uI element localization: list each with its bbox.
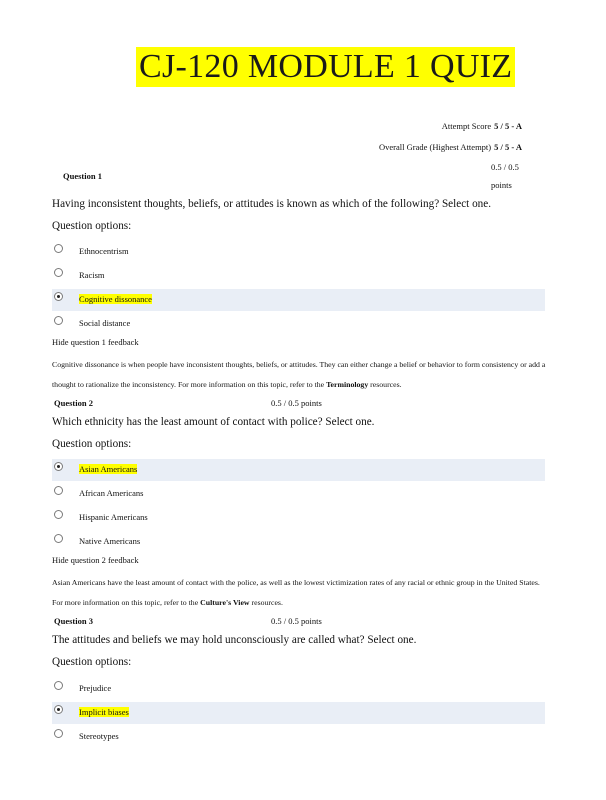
q1-label: Question 1 [63,171,102,181]
q3-options-label: Question options: [52,656,132,668]
q2-options-label: Question options: [52,438,132,450]
q3-text: The attitudes and beliefs we may hold unconsciously are called what? Select one. [52,634,417,646]
q2-option-1-selected[interactable] [52,459,545,481]
q2-feedback-tail: resources. [249,598,283,607]
attempt-score [442,121,522,131]
q2-label: Question 2 [54,398,93,408]
q1-options-label: Question options: [52,220,132,232]
page-title: CJ-120 MODULE 1 QUIZ [136,47,515,87]
q3-points: 0.5 / 0.5 points [271,616,322,626]
radio-button[interactable] [54,486,63,495]
q3-label: Question 3 [54,616,93,626]
radio-dot-icon [57,295,60,298]
option-label: African Americans [79,488,144,498]
q1-option-4[interactable] [52,313,545,335]
radio-button[interactable] [54,510,63,519]
hide-q1-feedback-link[interactable]: Hide question 1 feedback [52,337,139,347]
option-label: Racism [79,270,105,280]
hide-q2-feedback-link[interactable]: Hide question 2 feedback [52,555,139,565]
overall-grade-label: Overall Grade (Highest Attempt) [379,142,492,152]
q3-option-3[interactable] [52,726,545,748]
option-label: Asian Americans [79,464,138,474]
radio-button-checked[interactable] [54,292,63,301]
option-label: Implicit biases [79,707,129,717]
overall-grade [379,142,522,152]
q1-feedback-text: Cognitive dissonance is when people have inconsistent thoughts, beliefs, or attitudes. They can either change a belief or behavior to form consistency or add a thought to rationalize the inconsistency. For more information on this topic, refer to the [52,360,546,389]
q1-points-unit: points [491,180,512,190]
q2-option-3[interactable] [52,507,545,529]
q2-text: Which ethnicity has the least amount of contact with police? Select one. [52,416,375,428]
q2-feedback-text: Asian Americans have the least amount of contact with the police, as well as the lowest victimization rates of any racial or ethnic group in the United States. For more information on this topic, refer to the [52,578,540,607]
option-label: Hispanic Americans [79,512,148,522]
overall-grade-value: 5 / 5 - A [494,142,522,152]
q2-option-2[interactable] [52,483,545,505]
radio-button[interactable] [54,729,63,738]
radio-button[interactable] [54,681,63,690]
q3-option-1[interactable] [52,678,545,700]
option-label: Ethnocentrism [79,246,129,256]
attempt-score-label: Attempt Score [441,121,492,131]
radio-button[interactable] [54,316,63,325]
q1-option-1[interactable] [52,241,545,263]
q2-feedback-resource: Culture's View [200,598,250,607]
q1-points: 0.5 / 0.5 [491,162,519,172]
radio-dot-icon [57,708,60,711]
q1-feedback-resource: Terminology [326,380,369,389]
q1-option-3-selected[interactable] [52,289,545,311]
option-label: Social distance [79,318,131,328]
q1-text: Having inconsistent thoughts, beliefs, or attitudes is known as which of the following? Select one. [52,198,492,210]
q1-feedback [52,355,552,395]
option-label: Stereotypes [79,731,119,741]
radio-button[interactable] [54,534,63,543]
option-label: Cognitive dissonance [79,294,152,304]
option-label: Native Americans [79,536,141,546]
q2-option-4[interactable] [52,531,545,553]
option-label: Prejudice [79,683,112,693]
attempt-score-value: 5 / 5 - A [494,121,522,131]
q3-option-2-selected[interactable] [52,702,545,724]
q1-feedback-tail: resources. [368,380,402,389]
radio-button[interactable] [54,268,63,277]
q2-points: 0.5 / 0.5 points [271,398,322,408]
radio-button-checked[interactable] [54,462,63,471]
radio-button[interactable] [54,244,63,253]
radio-button-checked[interactable] [54,705,63,714]
q2-feedback [52,573,552,613]
radio-dot-icon [57,465,60,468]
q1-option-2[interactable] [52,265,545,287]
